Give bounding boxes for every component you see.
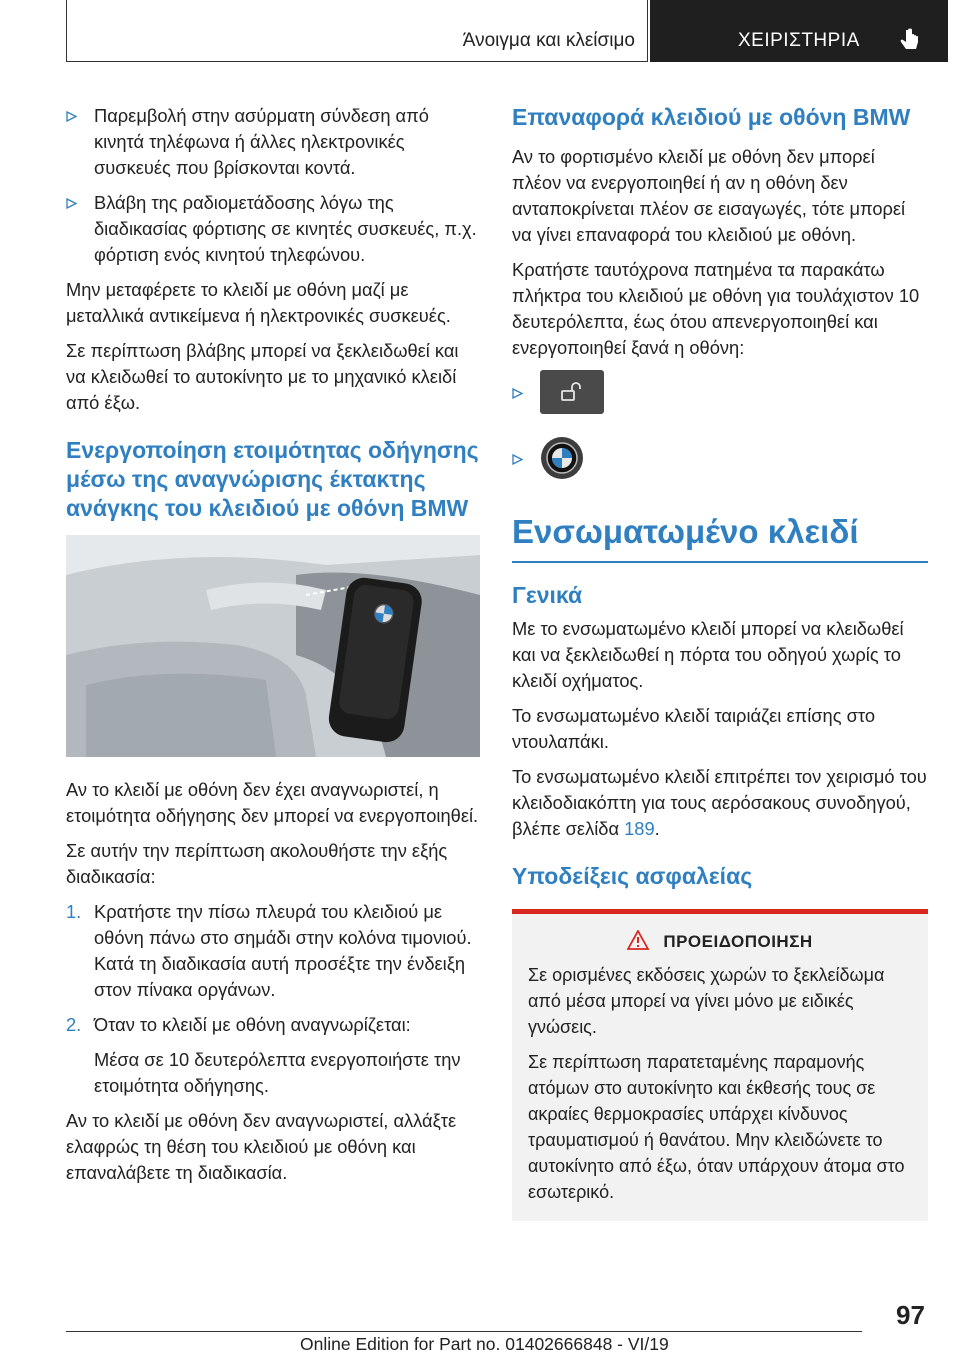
list-item-text: Βλάβη της ραδιομετάδοσης λόγω της διαδικασίας φόρτισης σε κινητές συσκευές, π.χ. φόρτιση ενός κινητού τηλεφώνου. (94, 192, 477, 265)
step-sub-text: Μέσα σε 10 δευτερόλεπτα ενεργοποιήστε την ετοιμότητα οδήγησης. (94, 1049, 461, 1096)
key-at-steering-column-image (66, 535, 480, 757)
numbered-step (66, 899, 480, 1003)
list-item (512, 370, 928, 420)
warning-header (528, 930, 912, 952)
paragraph: Αν το κλειδί με οθόνη δεν έχει αναγνωριστεί, η ετοιμότητα οδήγησης δεν μπορεί να ενεργοποιηθεί. (66, 779, 479, 826)
step-number: 1. (66, 901, 82, 922)
footer-divider (66, 1331, 862, 1332)
list-item (66, 103, 480, 181)
paragraph: Το ενσωματωμένο κλειδί ταιριάζει επίσης στο ντουλαπάκι. (512, 705, 876, 752)
section-heading: Επαναφορά κλειδιού με οθόνη BMW (512, 104, 911, 130)
paragraph: Μην μεταφέρετε το κλειδί με οθόνη μαζί με μεταλλικά αντικείμενα ή ηλεκτρονικές συσκευές. (66, 279, 451, 326)
bullet-triangle-icon (512, 454, 523, 465)
warning-triangle-icon (627, 930, 649, 950)
paragraph: Αν το κλειδί με οθόνη δεν αναγνωριστεί, αλλάξτε ελαφρώς τη θέση του κλειδιού με οθόνη και επαναλάβετε τη διαδικασία. (66, 1110, 457, 1183)
paragraph: Με το ενσωματωμένο κλειδί μπορεί να κλειδωθεί και να ξεκλειδωθεί η πόρτα του οδηγού χωρίς το κλειδί οχήματος. (512, 618, 904, 691)
paragraph: Κρατήστε ταυτόχρονα πατημένα τα παρακάτω πλήκτρα του κλειδιού με οθόνη για τουλάχιστον 10 δευτερόλεπτα, έως ότου απενεργοποιηθεί και ενεργοποιηθεί ξανά η οθόνη: (512, 259, 920, 358)
right-column (512, 103, 928, 1221)
section-heading: Γενικά (512, 582, 583, 608)
page-reference-link[interactable]: 189 (624, 818, 655, 839)
page-number: 97 (896, 1300, 925, 1330)
step-number: 2. (66, 1014, 82, 1035)
footer-edition: Online Edition for Part no. 01402666848 - VI/19 (300, 1334, 669, 1354)
paragraph: Σε περίπτωση βλάβης μπορεί να ξεκλειδωθεί και να κλειδωθεί το αυτοκίνητο με το μηχανικό κλειδί από έξω. (66, 340, 459, 413)
paragraph-text: Το ενσωματωμένο κλειδί επιτρέπει τον χειρισμό του κλειδοδιακόπτη για τους αερόσακους συνοδηγού, βλέπε σελίδα (512, 766, 927, 839)
header-section-box (66, 0, 648, 62)
warning-paragraph: Σε περίπτωση παρατεταμένης παραμονής ατόμων στο αυτοκίνητο και έκθεσής τους σε ακραίες θερμοκρασίες υπάρχει κίνδυνος τραυματισμού ή θανάτου. Μην κλειδώνετε το αυτοκίνητο από έξω, όταν υπάρχουν άτομα στο εσωτερικό. (528, 1052, 905, 1202)
paragraph: Αν το φορτισμένο κλειδί με οθόνη δεν μπορεί πλέον να ενεργοποιηθεί ή αν η οθόνη δεν ανταποκρίνεται πλέον σε εισαγωγές, τότε μπορεί να γίνει επαναφορά του κλειδιού με οθόνη. (512, 146, 906, 245)
list-item (66, 190, 480, 268)
bullet-triangle-icon (66, 111, 77, 122)
paragraph: Σε αυτήν την περίπτωση ακολουθήστε την εξής διαδικασία: (66, 840, 448, 887)
step-text: Όταν το κλειδί με οθόνη αναγνωρίζεται: (94, 1014, 411, 1035)
warning-paragraph: Σε ορισμένες εκδόσεις χωρών το ξεκλείδωμα από μέσα μπορεί να γίνει μόνο με ειδικές γνώσεις. (528, 965, 885, 1037)
paragraph (512, 764, 928, 842)
paragraph-end: . (654, 818, 660, 839)
left-column (66, 103, 480, 1195)
bullet-triangle-icon (66, 198, 77, 209)
illustration (66, 535, 480, 757)
warning-title: ΠΡΟΕΙΔΟΠΟΙΗΣΗ (663, 932, 813, 951)
numbered-step (66, 1012, 480, 1038)
warning-box (512, 909, 928, 1221)
header-chapter-box (650, 0, 948, 62)
section-heading: Ενεργοποίηση ετοιμότητας οδήγησης μέσω της αναγνώρισης έκτακτης ανάγκης του κλειδιού με οθόνη BMW (66, 437, 479, 521)
bmw-logo-button-icon (540, 436, 584, 480)
chapter-heading: Ενσωματωμένο κλειδί (512, 512, 928, 563)
bullet-triangle-icon (512, 388, 523, 399)
step-text: Κρατήστε την πίσω πλευρά του κλειδιού με οθόνη πάνω στο σημάδι στην κολόνα τιμονιού. Κατά τη διαδικασία αυτή προσέξτε την ένδειξη στον πίνακα οργάνων. (94, 901, 472, 1000)
unlock-button-icon (540, 370, 604, 414)
section-heading: Υποδείξεις ασφαλείας (512, 863, 753, 889)
section-title: Άνοιγμα και κλείσιμο (462, 30, 635, 51)
list-item (512, 436, 928, 486)
list-item-text: Παρεμβολή στην ασύρματη σύνδεση από κινητά τηλέφωνα ή άλλες ηλεκτρονικές συσκευές που βρίσκονται κοντά. (94, 105, 429, 178)
chapter-title: ΧΕΙΡΙΣΤΗΡΙΑ (738, 30, 860, 51)
touch-hand-icon (896, 26, 924, 54)
